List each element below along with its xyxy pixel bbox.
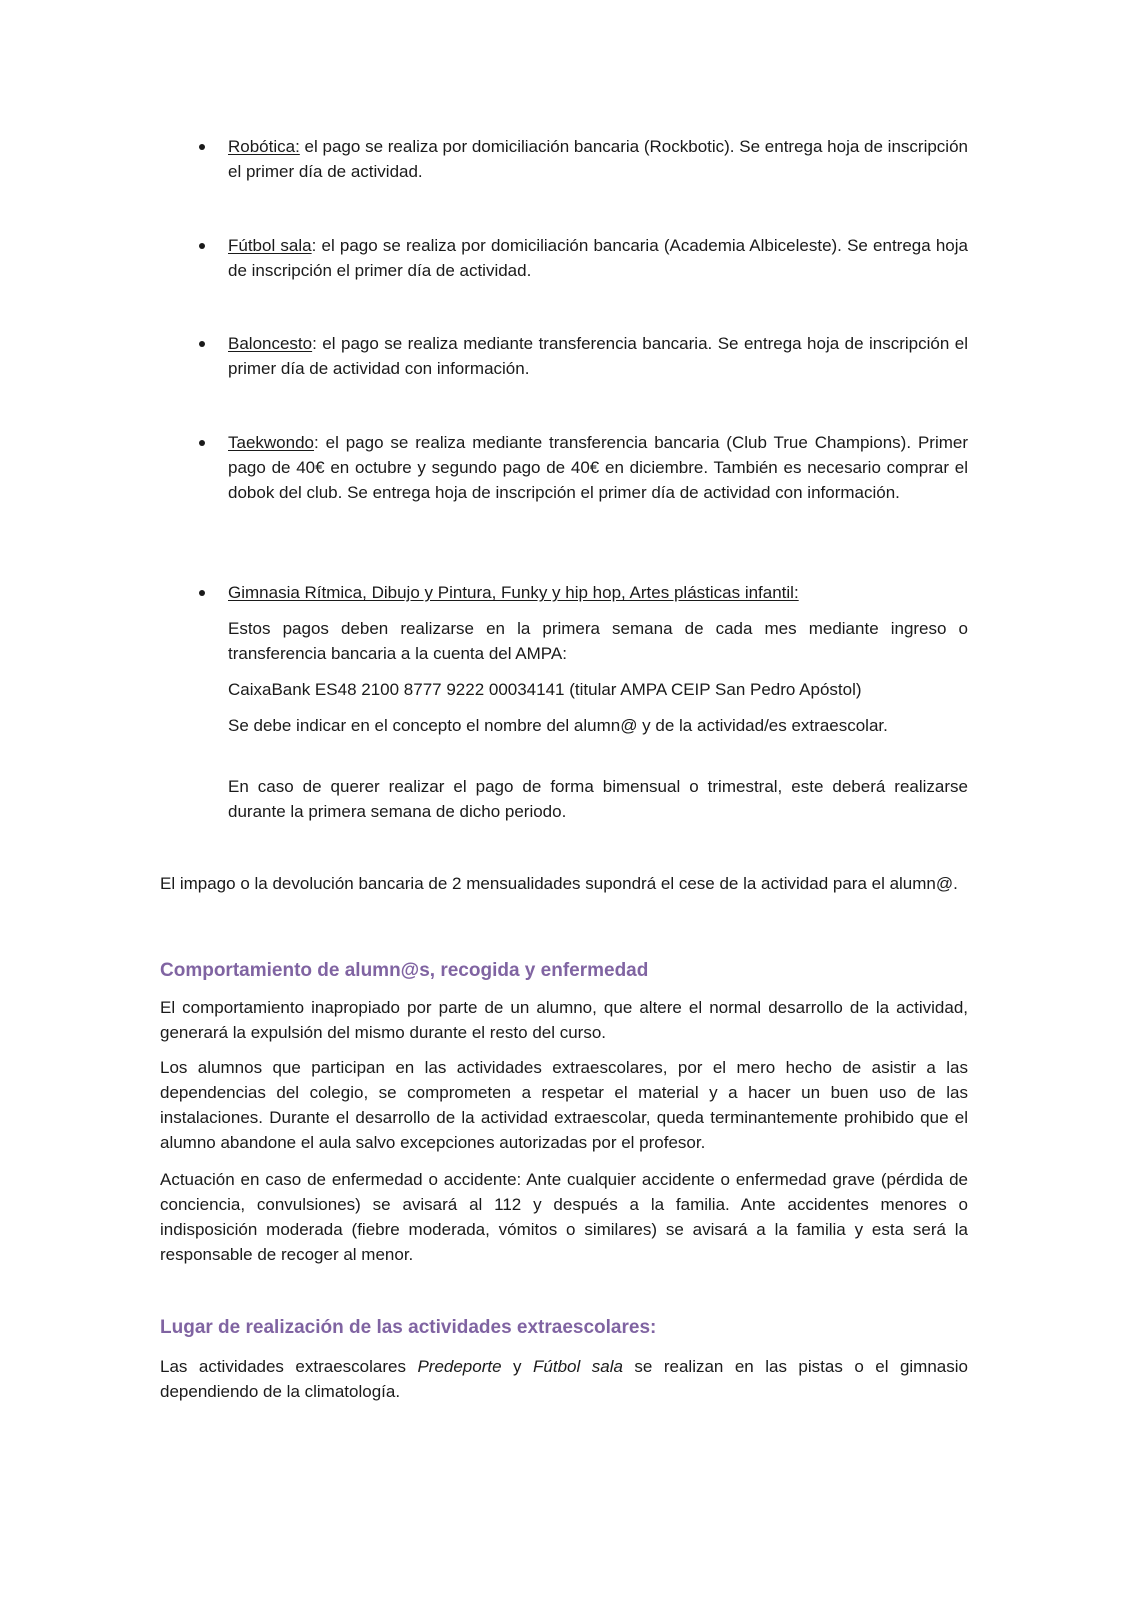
illness-paragraph: Actuación en caso de enfermedad o accidente: Ante cualquier accidente o enfermedad grave (pérdida de conciencia, convulsiones) se avisará al 112 y después a la familia. Ante accidentes menores o indisposición moderada (fiebre moderada, vómitos o similares) se avisará a la familia y esta será la responsable de recoger al menor.: [160, 1170, 968, 1264]
bank-account: CaixaBank ES48 2100 8777 9222 00034141 (titular AMPA CEIP San Pedro Apóstol): [228, 680, 862, 699]
location-text-mid: y: [501, 1357, 534, 1376]
bullet-title: Baloncesto: [228, 334, 313, 353]
bullet-title: Taekwondo: [228, 433, 315, 452]
bullet-text: [228, 580, 968, 605]
section-heading-comportamiento: Comportamiento de alumn@s, recogida y enfermedad: [160, 960, 649, 981]
bullet-description: : el pago se realiza mediante transferencia bancaria (Club True Champions). Primer pago de 40€ en octubre y segundo pago de 40€ en diciembre. También es necesario comprar el dobok del club. Se entrega hoja de inscripción el primer día de actividad con información.: [228, 433, 968, 502]
location-text-start: Las actividades extraescolares: [160, 1357, 418, 1376]
activity-name-predeporte: Predeporte: [417, 1357, 502, 1376]
bullet-icon: [199, 243, 205, 249]
bullet-icon: [199, 590, 205, 596]
location-paragraph: [160, 1354, 968, 1404]
bullet-text: [228, 233, 968, 283]
bullet-text: [228, 134, 968, 184]
concept-instructions: Se debe indicar en el concepto el nombre del alumn@ y de la actividad/es extraescolar.: [228, 716, 888, 735]
activity-name-futbol-sala: Fútbol sala: [533, 1357, 623, 1376]
bullet-title: Robótica:: [228, 137, 300, 156]
facilities-paragraph: Los alumnos que participan en las actividades extraescolares, por el mero hecho de asistir a las dependencias del colegio, se comprometen a respetar el material y a hacer un buen uso de las instalaciones. Durante el desarrollo de la actividad extraescolar, queda terminantemente prohibido que el alumno abandone el aula salvo excepciones autorizadas por el profesor.: [160, 1058, 968, 1152]
bullet-description: el pago se realiza por domiciliación bancaria (Rockbotic). Se entrega hoja de inscripción el primer día de actividad.: [228, 137, 968, 181]
bullet-description: : el pago se realiza por domiciliación bancaria (Academia Albiceleste). Se entrega hoja de inscripción el primer día de actividad.: [228, 236, 968, 280]
bimonthly-payment-note: En caso de querer realizar el pago de forma bimensual o trimestral, este deberá realizarse durante la primera semana de dicho periodo.: [228, 777, 968, 821]
non-payment-paragraph: El impago o la devolución bancaria de 2 mensualidades supondrá el cese de la actividad para el alumn@.: [160, 874, 958, 893]
bullet-text: [228, 331, 968, 381]
bullet-title: Fútbol sala: [228, 236, 312, 255]
section-heading-lugar: Lugar de realización de las actividades extraescolares:: [160, 1317, 657, 1338]
behavior-paragraph: El comportamiento inapropiado por parte de un alumno, que altere el normal desarrollo de la actividad, generará la expulsión del mismo durante el resto del curso.: [160, 998, 968, 1042]
bullet-title: Gimnasia Rítmica, Dibujo y Pintura, Funky y hip hop, Artes plásticas infantil:: [228, 583, 799, 602]
bullet-icon: [199, 341, 205, 347]
bullet-text: [228, 430, 968, 505]
bullet-icon: [199, 440, 205, 446]
bullet-icon: [199, 144, 205, 150]
payment-instructions: Estos pagos deben realizarse en la primera semana de cada mes mediante ingreso o transferencia bancaria a la cuenta del AMPA:: [228, 619, 968, 663]
bullet-description: : el pago se realiza mediante transferencia bancaria. Se entrega hoja de inscripción el primer día de actividad con información.: [228, 334, 968, 378]
location-text-end: se realizan en las pistas o el gimnasio dependiendo de la climatología.: [160, 1357, 968, 1401]
